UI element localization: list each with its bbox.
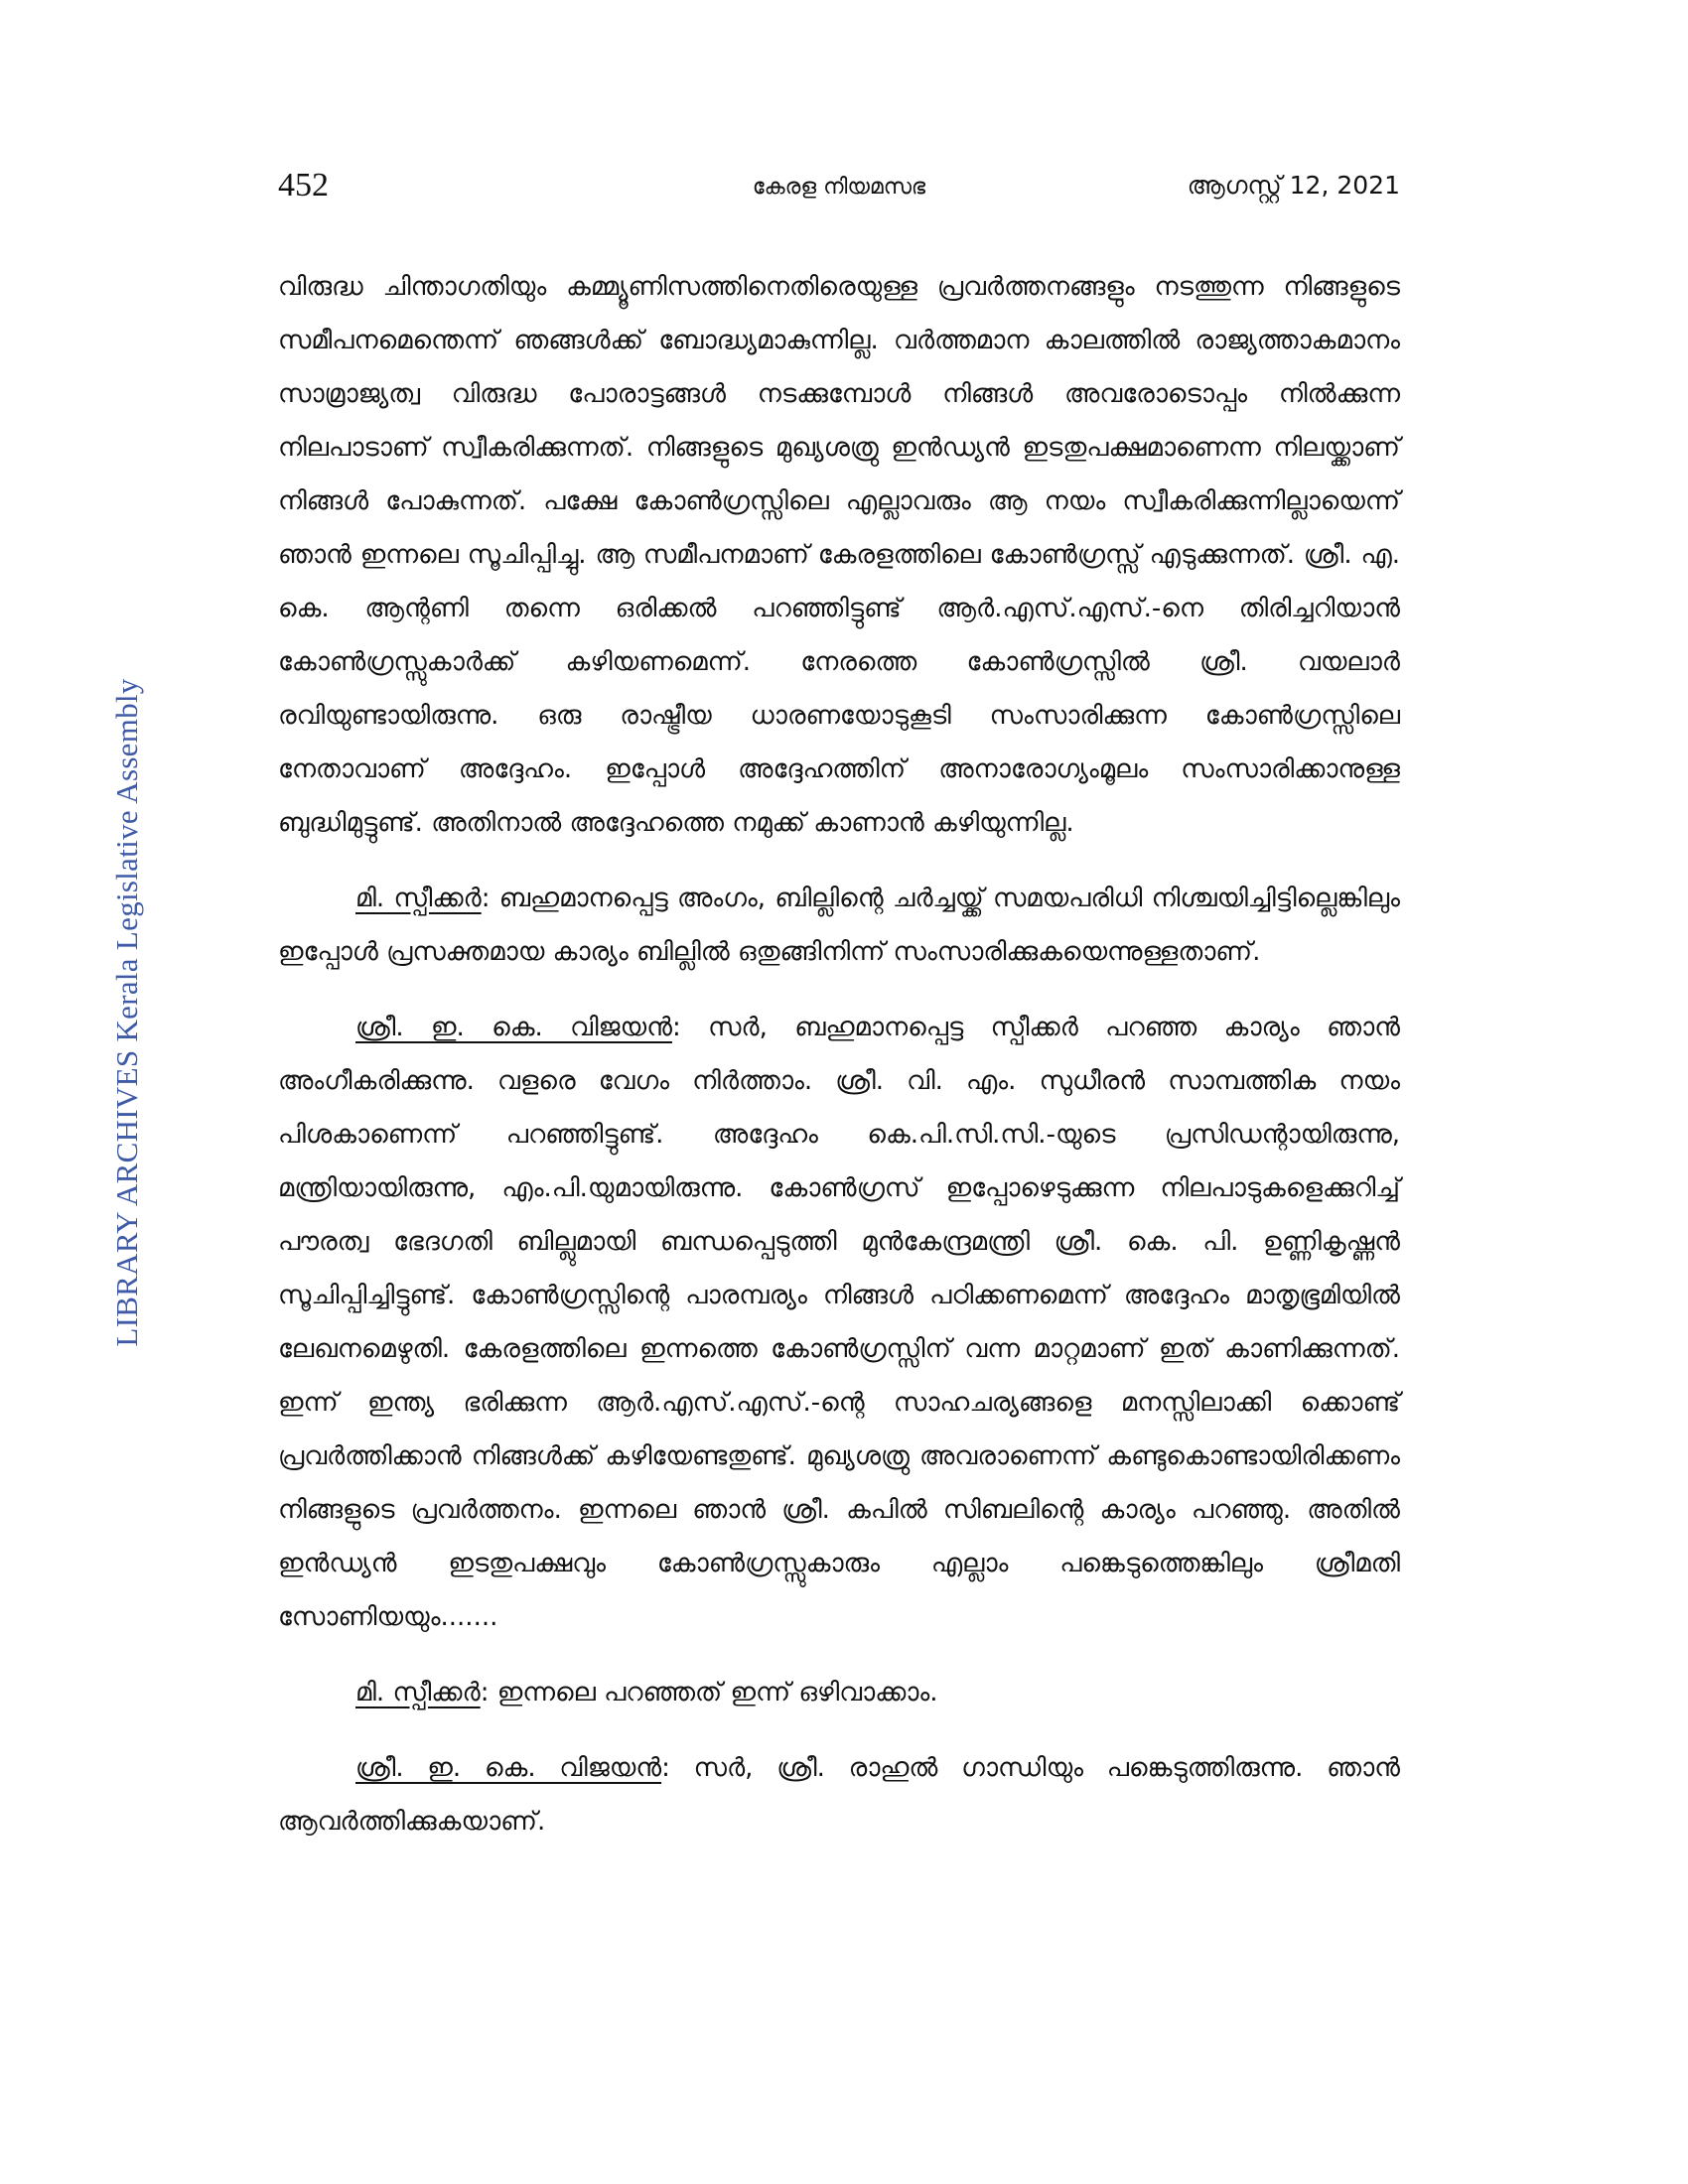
paragraph-text: : സർ, ശ്രീ. രാഹുൽ ഗാന്ധിയും പങ്കെടുത്തിരുന്നു. ഞാൻ ആവർത്തിക്കുകയാണ്. — [278, 1753, 1400, 1837]
paragraph-speaker-remark — [278, 872, 1400, 979]
speaker-name: ശ്രീ. ഇ. കെ. വിജയൻ — [355, 1753, 662, 1783]
paragraph-text: : സർ, ബഹുമാനപ്പെട്ട സ്പീക്കർ പറഞ്ഞ കാര്യം ഞാൻ അംഗീകരിക്കുന്നു. വളരെ വേഗം നിർത്താം. ശ്രീ. വി. എം. സുധീരൻ സാമ്പത്തിക നയം പിശകാണെന്ന് പറഞ്ഞിട്ടുണ്ട്. അദ്ദേഹം കെ.പി.സി.സി.-യുടെ പ്രസിഡന്റായിരുന്നു, മന്ത്രിയായിരുന്നു, എം.പി.യുമായിരുന്നു. കോൺഗ്രസ് ഇപ്പോഴെടുക്കുന്ന നിലപാടുകളെക്കുറിച്ച് പൗരത്വ ഭേദഗതി ബില്ലുമായി ബന്ധപ്പെടുത്തി മുൻകേന്ദ്രമന്ത്രി ശ്രീ. കെ. പി. ഉണ്ണികൃഷ്ണൻ സൂചിപ്പിച്ചിട്ടുണ്ട്. കോൺഗ്രസ്സിന്റെ പാരമ്പര്യം നിങ്ങൾ പഠിക്കണമെന്ന് അദ്ദേഹം മാതൃഭൂമിയിൽ ലേഖനമെഴുതി. കേരളത്തിലെ ഇന്നത്തെ കോൺഗ്രസ്സിന് വന്ന മാറ്റമാണ് ഇത് കാണിക്കുന്നത്. ഇന്ന് ഇന്ത്യ ഭരിക്കുന്ന ആർ.എസ്.എസ്.-ന്റെ സാഹചര്യങ്ങളെ മനസ്സിലാക്കി ക്കൊണ്ട് പ്രവർത്തിക്കാൻ നിങ്ങൾക്ക് കഴിയേണ്ടതുണ്ട്. മുഖ്യശത്രു അവരാണെന്ന് കണ്ടുകൊണ്ടായിരിക്കണം നിങ്ങളുടെ പ്രവർത്തനം. ഇന്നലെ ഞാൻ ശ്രീ. കപിൽ സിബലിന്റെ കാര്യം പറഞ്ഞു. അതിൽ ഇൻഡ്യൻ ഇടതുപക്ഷവും കോൺഗ്രസ്സുകാരും എല്ലാം പങ്കെടുത്തെങ്കിലും ശ്രീമതി സോണിയയും....... — [278, 1013, 1400, 1632]
paragraph-member-speech — [278, 1001, 1400, 1644]
watermark-text: LIBRARY ARCHIVES Kerala Legislative Assembly — [109, 678, 144, 1347]
speaker-name: മി. സ്പീക്കർ — [355, 884, 482, 913]
running-title: കേരള നിയമസഭ — [752, 175, 926, 200]
header-date: ആഗസ്റ്റ് 12, 2021 — [1187, 171, 1400, 200]
paragraph-continuation — [278, 260, 1400, 850]
page-header — [278, 167, 1400, 216]
paragraph-speaker-remark — [278, 1666, 1400, 1719]
speaker-name: ശ്രീ. ഇ. കെ. വിജയൻ — [355, 1013, 672, 1042]
paragraph-text: : ഇന്നലെ പറഞ്ഞത് ഇന്ന് ഒഴിവാക്കാം. — [480, 1678, 938, 1707]
speaker-name: മി. സ്പീക്കർ — [355, 1678, 481, 1707]
proceedings-body — [278, 260, 1400, 1870]
paragraph-text: : ബഹുമാനപ്പെട്ട അംഗം, ബില്ലിന്റെ ചർച്ചയ്ക്ക് സമയപരിധി നിശ്ചയിച്ചിട്ടില്ലെങ്കിലും ഇപ്പോൾ പ്രസക്തമായ കാര്യം ബില്ലിൽ ഒതുങ്ങിനിന്ന് സംസാരിക്കുകയെന്നുള്ളതാണ്. — [278, 884, 1400, 967]
page-number: 452 — [278, 167, 329, 204]
paragraph-member-speech — [278, 1741, 1400, 1848]
paragraph-text: വിരുദ്ധ ചിന്താഗതിയും കമ്മ്യൂണിസത്തിനെതിരെയുള്ള പ്രവർത്തനങ്ങളും നടത്തുന്ന നിങ്ങളുടെ സമീപനമെന്തെന്ന് ഞങ്ങൾക്ക് ബോദ്ധ്യമാകുന്നില്ല. വർത്തമാന കാലത്തിൽ രാജ്യത്താകമാനം സാമ്രാജ്യത്വ വിരുദ്ധ പോരാട്ടങ്ങൾ നടക്കുമ്പോൾ നിങ്ങൾ അവരോടൊപ്പം നിൽക്കുന്ന നിലപാടാണ് സ്വീകരിക്കുന്നത്. നിങ്ങളുടെ മുഖ്യശത്രു ഇൻഡ്യൻ ഇടതുപക്ഷമാണെന്ന നിലയ്ക്കാണ് നിങ്ങൾ പോകുന്നത്. പക്ഷേ കോൺഗ്രസ്സിലെ എല്ലാവരും ആ നയം സ്വീകരിക്കുന്നില്ലായെന്ന് ഞാൻ ഇന്നലെ സൂചിപ്പിച്ചു. ആ സമീപനമാണ് കേരളത്തിലെ കോൺഗ്രസ്സ് എടുക്കുന്നത്. ശ്രീ. എ. കെ. ആന്റണി തന്നെ ഒരിക്കൽ പറഞ്ഞിട്ടുണ്ട് ആർ.എസ്.എസ്.-നെ തിരിച്ചറിയാൻ കോൺഗ്രസ്സുകാർക്ക് കഴിയണമെന്ന്. നേരത്തെ കോൺഗ്രസ്സിൽ ശ്രീ. വയലാർ രവിയുണ്ടായിരുന്നു. ഒരു രാഷ്ട്രീയ ധാരണയോടുകൂടി സംസാരിക്കുന്ന കോൺഗ്രസ്സിലെ നേതാവാണ് അദ്ദേഹം. ഇപ്പോൾ അദ്ദേഹത്തിന് അനാരോഗ്യംമൂലം സംസാരിക്കാനുള്ള ബുദ്ധിമുട്ടുണ്ട്. അതിനാൽ അദ്ദേഹത്തെ നമുക്ക് കാണാൻ കഴിയുന്നില്ല. — [278, 272, 1400, 838]
